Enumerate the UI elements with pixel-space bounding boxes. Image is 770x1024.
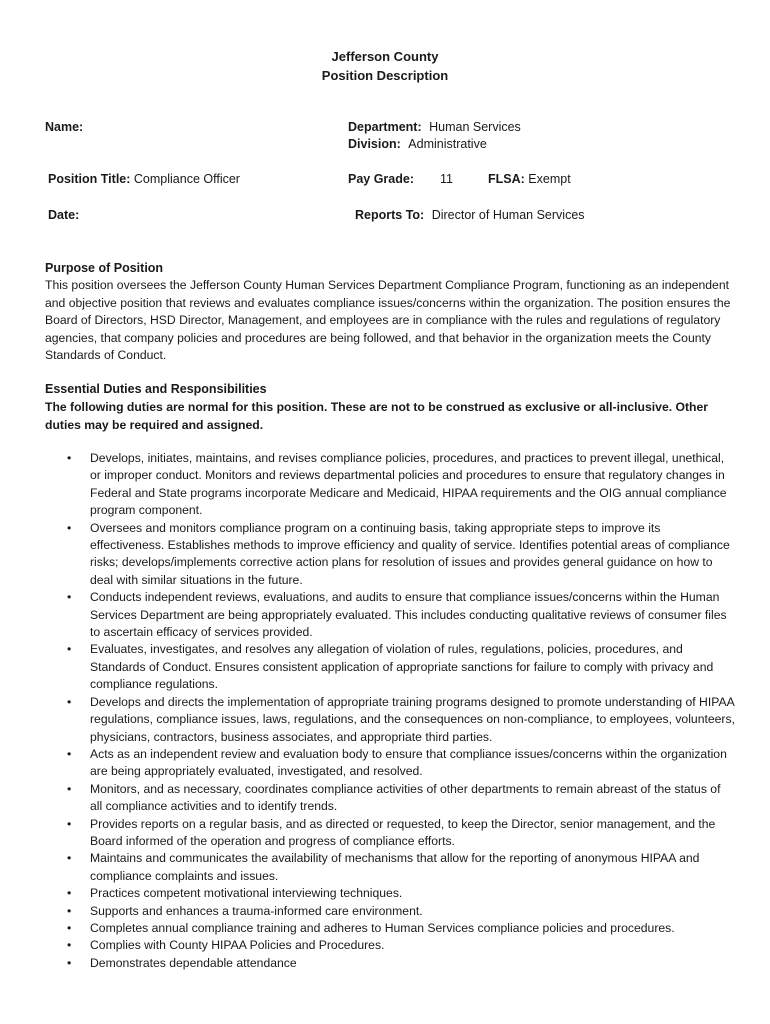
- bullet-icon: •: [67, 886, 72, 901]
- bullet-icon: •: [67, 938, 72, 953]
- duties-list: [45, 450, 735, 972]
- bullet-icon: •: [67, 816, 72, 831]
- duty-text: Complies with County HIPAA Policies and Procedures.: [90, 938, 385, 953]
- duty-text: Monitors, and as necessary, coordinates compliance activities of other departments to remain abreast of the status of all compliance activities and to identify trends.: [90, 781, 721, 814]
- position-title-value: Compliance Officer: [133, 172, 240, 186]
- duty-text: Develops and directs the implementation of appropriate training programs designed to promote understanding of HIPAA regulations, compliance issues, laws, regulations, and the consequences on non-compliance, to employees, volunteers, physicians, contractors, business associates, and appropriate third parties.: [90, 694, 735, 744]
- reports-to-row: [355, 208, 585, 222]
- pay-grade-value: 11: [440, 172, 453, 186]
- list-item: [45, 694, 735, 746]
- flsa-value: Exempt: [528, 172, 571, 186]
- purpose-text: This position oversees the Jefferson County Human Services Department Compliance Program, functioning as an independent and objective position that reviews and evaluates compliance issues/concerns within the organization. The position ensures the Board of Directors, HSD Director, Management, and employees are in compliance with the rules and regulations of regulatory agencies, that company policies and procedures are being followed, and that behavior in the organization meets the County Standards of Conduct.: [45, 278, 731, 363]
- purpose-heading: Purpose of Position: [45, 261, 164, 275]
- duties-intro: The following duties are normal for this position. These are not to be construed as exclusive or all-inclusive. Other duties may be required and assigned.: [45, 400, 708, 432]
- position-title-label: Position Title:: [48, 172, 131, 186]
- division-label: Division:: [348, 137, 401, 151]
- bullet-icon: •: [67, 520, 72, 535]
- position-title-row: [48, 172, 240, 186]
- list-item: [45, 816, 735, 851]
- department-value: Human Services: [429, 120, 521, 134]
- department-label: Department:: [348, 120, 422, 134]
- bullet-icon: •: [67, 451, 72, 465]
- bullet-icon: •: [67, 903, 72, 918]
- county-title: Jefferson County: [331, 49, 439, 64]
- bullet-icon: •: [67, 642, 72, 657]
- bullet-icon: •: [67, 746, 72, 761]
- list-item: [45, 746, 735, 781]
- list-item: [45, 520, 735, 590]
- bullet-icon: •: [67, 920, 72, 935]
- department-row: [348, 120, 521, 134]
- duty-text: Completes annual compliance training and adheres to Human Services compliance policies and procedures.: [90, 920, 675, 935]
- list-item: [45, 850, 735, 885]
- list-item: [45, 920, 735, 937]
- duty-text: Practices competent motivational interviewing techniques.: [90, 886, 403, 901]
- list-item: [45, 937, 735, 954]
- reports-to-label: Reports To:: [355, 208, 425, 222]
- document-title: Position Description: [321, 68, 449, 83]
- flsa-label: FLSA:: [488, 172, 525, 186]
- list-item: [45, 450, 735, 520]
- date-label: Date:: [48, 208, 80, 222]
- duty-text: Demonstrates dependable attendance: [90, 955, 297, 970]
- division-value: Administrative: [408, 137, 487, 151]
- list-item: [45, 589, 735, 641]
- list-item: [45, 903, 735, 920]
- bullet-icon: •: [67, 851, 72, 866]
- duty-text: Oversees and monitors compliance program on a continuing basis, taking appropriate steps to improve its effectiveness. Establishes methods to improve efficiency and quality of service. Identifies potential areas of compliance risks; develops/implements corrective action plans for resolution of issues and provides general guidance on how to deal with similar situations in the future.: [90, 520, 730, 587]
- duty-text: Conducts independent reviews, evaluations, and audits to ensure that compliance issues/concerns within the Human Services Department are being appropriately evaluated. This includes conducting qualitative reviews of consumer files to ascertain efficacy of services provided.: [90, 590, 727, 640]
- duty-text: Acts as an independent review and evaluation body to ensure that compliance issues/concerns within the organization are being appropriately evaluated, investigated, and resolved.: [90, 746, 727, 779]
- flsa-row: [488, 172, 571, 186]
- list-item: [45, 885, 735, 902]
- division-row: [348, 137, 487, 151]
- list-item: [45, 955, 735, 972]
- reports-to-value: Director of Human Services: [431, 208, 585, 222]
- bullet-icon: •: [67, 955, 72, 970]
- duty-text: Supports and enhances a trauma-informed care environment.: [90, 903, 423, 918]
- duty-text: Develops, initiates, maintains, and revises compliance policies, procedures, and practices to prevent illegal, unethical, or improper conduct. Monitors and reviews departmental policies and procedures to ensure that regulatory changes in Federal and State programs incorporate Medicare and Medicaid, HIPAA requirements and the OIG annual compliance program component.: [90, 451, 727, 518]
- list-item: [45, 781, 735, 816]
- pay-grade-label: Pay Grade:: [348, 172, 415, 186]
- duty-text: Maintains and communicates the availability of mechanisms that allow for the reporting of anonymous HIPAA and compliance complaints and issues.: [90, 851, 700, 883]
- list-item: [45, 641, 735, 693]
- duty-text: Provides reports on a regular basis, and as directed or requested, to keep the Director, senior management, and the Board informed of the operation and progress of compliance efforts.: [90, 816, 716, 848]
- name-label: Name:: [45, 120, 84, 134]
- bullet-icon: •: [67, 590, 72, 605]
- bullet-icon: •: [67, 781, 72, 796]
- duties-heading: Essential Duties and Responsibilities: [45, 382, 267, 396]
- bullet-icon: •: [67, 694, 72, 709]
- duty-text: Evaluates, investigates, and resolves any allegation of violation of rules, regulations, policies, procedures, and Standards of Conduct. Ensures consistent application of appropriate sanctions for failure to comply with privacy and compliance regulations.: [90, 642, 714, 692]
